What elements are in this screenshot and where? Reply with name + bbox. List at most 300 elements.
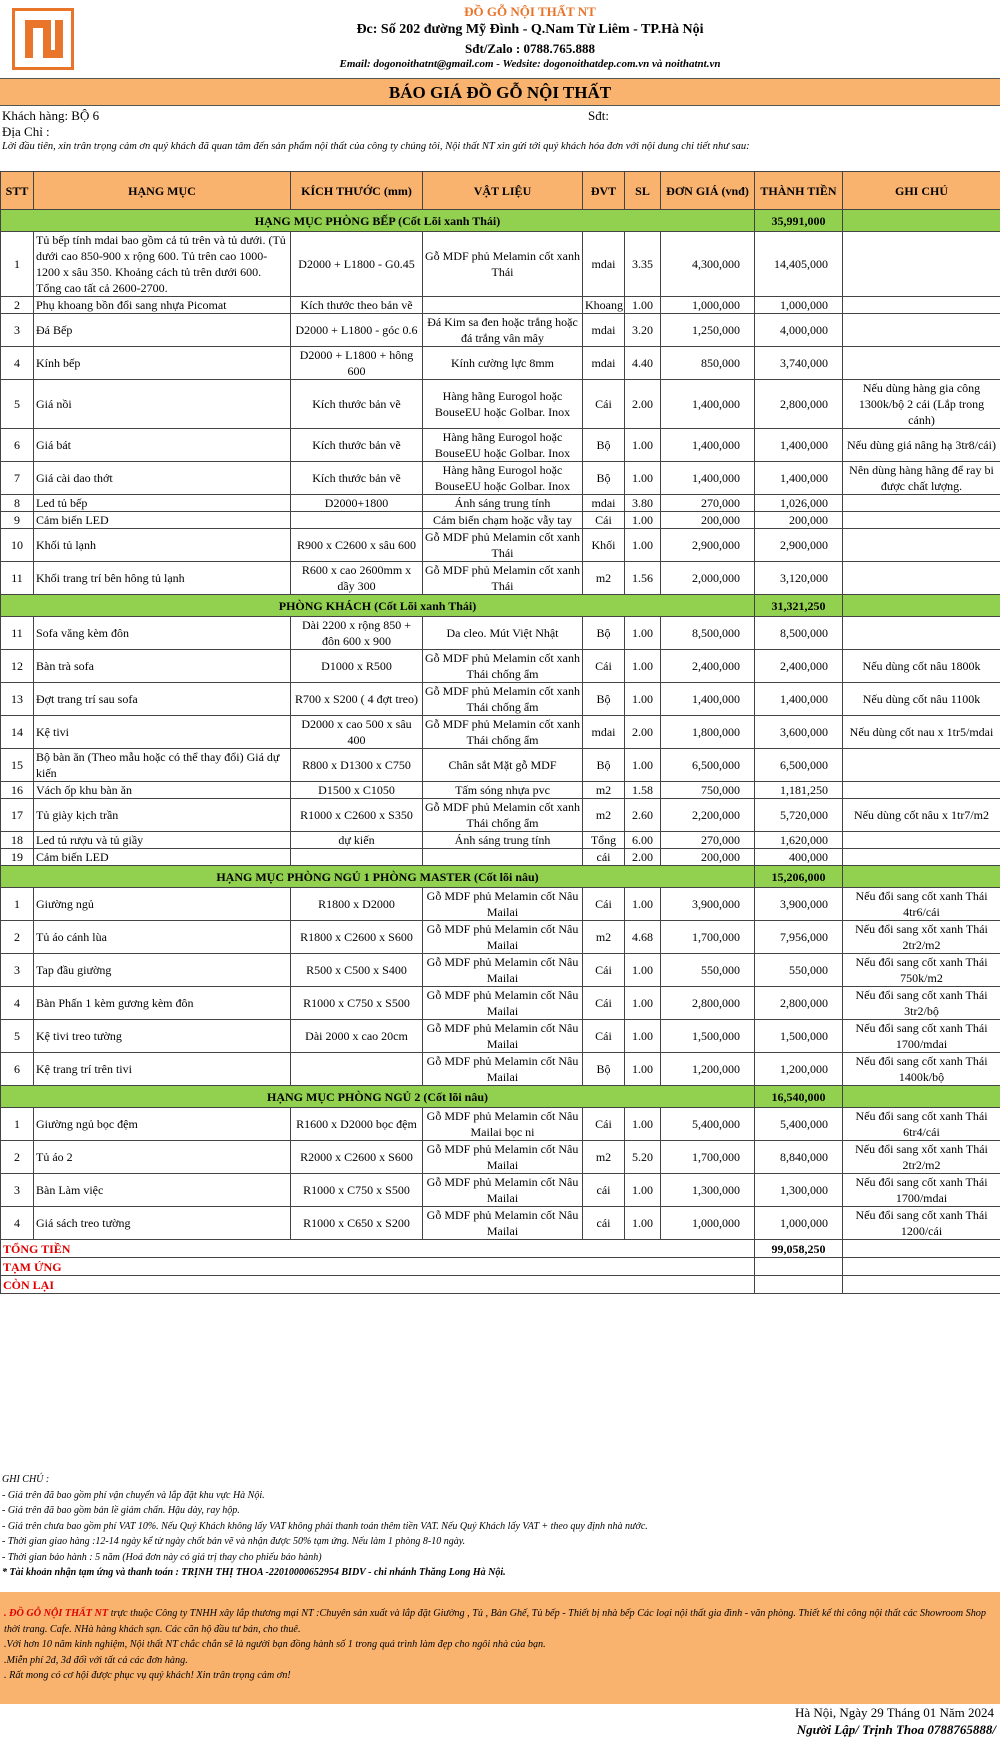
company-name: ĐỒ GỖ NỘI THẤT NT bbox=[464, 4, 596, 19]
table-cell: R900 x C2600 x sâu 600 bbox=[291, 529, 423, 562]
table-cell: R1800 x C2600 x S600 bbox=[291, 921, 423, 954]
table-cell: Giá cài dao thớt bbox=[34, 462, 291, 495]
table-cell: Kệ trang trí trên tivi bbox=[34, 1053, 291, 1086]
table-cell: Cái bbox=[583, 888, 625, 921]
table-cell: dự kiến bbox=[291, 832, 423, 849]
table-cell: Đợt trang trí sau sofa bbox=[34, 683, 291, 716]
customer-phone-label: Sđt: bbox=[588, 108, 609, 123]
table-cell: Tủ áo 2 bbox=[34, 1141, 291, 1174]
table-row bbox=[1, 683, 1000, 716]
table-cell bbox=[843, 314, 1000, 347]
company-address: Đc: Số 202 đường Mỹ Đình - Q.Nam Từ Liêm - TP.Hà Nội bbox=[356, 22, 704, 37]
table-cell: 200,000 bbox=[661, 512, 755, 529]
table-cell: 4 bbox=[1, 1207, 34, 1240]
table-cell: 3.80 bbox=[625, 495, 661, 512]
table-cell bbox=[843, 782, 1000, 799]
table-cell: Gỗ MDF phủ Melamin cốt xanh Thái chống ẩm bbox=[423, 650, 583, 683]
table-cell: 200,000 bbox=[755, 512, 843, 529]
table-cell: 850,000 bbox=[661, 347, 755, 380]
table-cell: 5.20 bbox=[625, 1141, 661, 1174]
table-cell: 1,300,000 bbox=[755, 1174, 843, 1207]
table-cell: Nếu đổi sang cốt xanh Thái 4tr6/cái bbox=[843, 888, 1000, 921]
table-cell: 2,200,000 bbox=[661, 799, 755, 832]
table-cell: cái bbox=[583, 1174, 625, 1207]
table-cell: Chân sắt Mặt gỗ MDF bbox=[423, 749, 583, 782]
table-cell bbox=[843, 849, 1000, 866]
section-empty bbox=[843, 866, 1000, 888]
table-cell: 12 bbox=[1, 650, 34, 683]
bank-info: * Tài khoản nhận tạm ứng và thanh toán : TRỊNH THỊ THOA -22010000652954 BIDV - chi nhánh Thăng Long Hà Nội. bbox=[2, 1567, 506, 1578]
table-cell: 1.00 bbox=[625, 987, 661, 1020]
table-cell: Tủ áo cánh lùa bbox=[34, 921, 291, 954]
table-cell: cái bbox=[583, 1207, 625, 1240]
table-cell: 1.00 bbox=[625, 954, 661, 987]
table-cell: Led tủ rượu và tủ giầy bbox=[34, 832, 291, 849]
table-cell: Gỗ MDF phủ Melamin cốt Nâu Mailai bbox=[423, 1053, 583, 1086]
table-cell: Dài 2000 x cao 20cm bbox=[291, 1020, 423, 1053]
table-row bbox=[1, 888, 1000, 921]
table-cell: Da cleo. Mút Việt Nhật bbox=[423, 617, 583, 650]
table-cell: Nếu dùng giá nâng hạ 3tr8/cái) bbox=[843, 429, 1000, 462]
table-cell: Khối bbox=[583, 529, 625, 562]
table-cell: Bộ bbox=[583, 683, 625, 716]
table-cell: 1.00 bbox=[625, 617, 661, 650]
table-cell: 6 bbox=[1, 429, 34, 462]
table-cell: 3,600,000 bbox=[755, 716, 843, 749]
table-cell: 8,500,000 bbox=[755, 617, 843, 650]
table-row bbox=[1, 429, 1000, 462]
section-title: HẠNG MỤC PHÒNG NGỦ 1 PHÒNG MASTER (Cốt lõi nâu) bbox=[1, 866, 755, 888]
table-cell: 3,120,000 bbox=[755, 562, 843, 595]
section-empty bbox=[843, 1086, 1000, 1108]
table-row bbox=[1, 799, 1000, 832]
table-cell: 5,400,000 bbox=[755, 1108, 843, 1141]
table-row bbox=[1, 1174, 1000, 1207]
table-row bbox=[1, 832, 1000, 849]
table-row bbox=[1, 462, 1000, 495]
table-cell: Tổng bbox=[583, 832, 625, 849]
table-cell: Cái bbox=[583, 1020, 625, 1053]
table-cell: 3 bbox=[1, 314, 34, 347]
table-cell bbox=[843, 232, 1000, 297]
table-cell: Nếu dùng cốt nâu 1100k bbox=[843, 683, 1000, 716]
header-cell: HẠNG MỤC bbox=[34, 172, 291, 210]
summary-value bbox=[755, 1276, 843, 1294]
table-cell: 2,400,000 bbox=[755, 650, 843, 683]
table-row bbox=[1, 1108, 1000, 1141]
table-cell: 1,400,000 bbox=[661, 380, 755, 429]
table-cell: 1,000,000 bbox=[755, 1207, 843, 1240]
table-cell: 1.00 bbox=[625, 683, 661, 716]
table-cell: 2.00 bbox=[625, 849, 661, 866]
table-cell: 1,181,250 bbox=[755, 782, 843, 799]
note-line: - Thời gian giao hàng :12-14 ngày kể từ ngày chốt bản vẽ và nhận được 50% tạm ứng. Nếu làm 1 phòng 8-10 ngày. bbox=[2, 1536, 466, 1547]
table-cell: 4.68 bbox=[625, 921, 661, 954]
table-cell: Nếu đổi sang cốt xanh Thái 1700/mdai bbox=[843, 1174, 1000, 1207]
section-row bbox=[1, 866, 1000, 888]
company-footer bbox=[0, 1592, 1000, 1704]
table-cell bbox=[843, 495, 1000, 512]
table-cell: 1,500,000 bbox=[755, 1020, 843, 1053]
table-cell: 1,000,000 bbox=[661, 1207, 755, 1240]
table-cell: 550,000 bbox=[661, 954, 755, 987]
table-cell bbox=[843, 617, 1000, 650]
table-cell: Giường ngủ bbox=[34, 888, 291, 921]
footer-line-1: . ĐỒ GỖ NỘI THẤT NT trực thuộc Công ty TNHH xây lắp thương mại NT :Chuyên sản xuất và lắp đặt Giường , Tủ , Bàn Ghế, Tủ bếp - Thiết bị nhà bếp Các loại nội thất gia đình - văn phòng. Thiết kế thi công nội thất các Showroom Shop thời trang. Cafe. NHà hàng khách sạn. Các căn hộ đầu tư bán, cho thuê. bbox=[4, 1608, 986, 1635]
table-cell: cái bbox=[583, 849, 625, 866]
table-row bbox=[1, 921, 1000, 954]
table-row bbox=[1, 716, 1000, 749]
table-cell: Nếu đổi sang xốt xanh Thái 2tr2/m2 bbox=[843, 1141, 1000, 1174]
table-cell: 1,200,000 bbox=[755, 1053, 843, 1086]
table-cell: 5 bbox=[1, 380, 34, 429]
table-cell: Nên dùng hàng hãng để ray bi được chất lượng. bbox=[843, 462, 1000, 495]
summary-value bbox=[755, 1258, 843, 1276]
table-cell: Ánh sáng trung tính bbox=[423, 832, 583, 849]
note-line: - Giá trên đã bao gồm phí vận chuyển và lắp đặt khu vực Hà Nội. bbox=[2, 1489, 265, 1501]
table-cell: 5,400,000 bbox=[661, 1108, 755, 1141]
table-cell: 2,900,000 bbox=[755, 529, 843, 562]
table-cell: 1,300,000 bbox=[661, 1174, 755, 1207]
table-cell: Kính cường lực 8mm bbox=[423, 347, 583, 380]
footer-line-4: . Rất mong có cơ hội được phục vụ quý khách! Xin trân trọng cảm ơn! bbox=[4, 1670, 291, 1681]
table-cell: Đá Kim sa đen hoặc trắng hoặc đá trắng vân mây bbox=[423, 314, 583, 347]
table-cell: 2,800,000 bbox=[661, 987, 755, 1020]
table-cell: Vách ốp khu bàn ăn bbox=[34, 782, 291, 799]
section-title: HẠNG MỤC PHÒNG BẾP (Cốt Lõi xanh Thái) bbox=[1, 210, 755, 232]
table-cell: Kính bếp bbox=[34, 347, 291, 380]
table-cell: 8 bbox=[1, 495, 34, 512]
table-cell: 18 bbox=[1, 832, 34, 849]
table-cell: 1.00 bbox=[625, 650, 661, 683]
table-cell: Hàng hãng Eurogol hoặc BouseEU hoặc Golbar. Inox bbox=[423, 462, 583, 495]
table-cell: R500 x C500 x S400 bbox=[291, 954, 423, 987]
date-line: Hà Nội, Ngày 29 Tháng 01 Năm 2024 bbox=[794, 1705, 994, 1720]
summary-empty bbox=[843, 1240, 1000, 1258]
table-cell bbox=[843, 749, 1000, 782]
company-logo bbox=[12, 8, 74, 70]
table-cell bbox=[843, 512, 1000, 529]
table-cell: Led tủ bếp bbox=[34, 495, 291, 512]
table-cell: 1,000,000 bbox=[755, 297, 843, 314]
table-cell: 7,956,000 bbox=[755, 921, 843, 954]
table-cell: Nếu đổi sang cốt xanh Thái 1200/cái bbox=[843, 1207, 1000, 1240]
table-cell: 3 bbox=[1, 1174, 34, 1207]
table-cell: Nếu dùng cốt nau x 1tr5/mdai bbox=[843, 716, 1000, 749]
footer-line-3: .Miễn phí 2d, 3d đối với tất cả các đơn hàng. bbox=[4, 1654, 188, 1666]
header-cell: VẬT LIỆU bbox=[423, 172, 583, 210]
table-cell: 17 bbox=[1, 799, 34, 832]
document-title: BÁO GIÁ ĐỒ GỖ NỘI THẤT bbox=[0, 78, 1000, 106]
table-cell: 270,000 bbox=[661, 832, 755, 849]
table-cell: 6.00 bbox=[625, 832, 661, 849]
table-cell: 3,900,000 bbox=[661, 888, 755, 921]
table-cell: Nếu đổi sang cốt xanh Thái 1700/mdai bbox=[843, 1020, 1000, 1053]
table-cell: Bộ bbox=[583, 429, 625, 462]
section-row bbox=[1, 595, 1000, 617]
table-cell: Nếu đổi sang cốt xanh Thái 750k/m2 bbox=[843, 954, 1000, 987]
table-row bbox=[1, 849, 1000, 866]
table-cell: mdai bbox=[583, 232, 625, 297]
table-cell: Kích thước bản vẽ bbox=[291, 380, 423, 429]
table-cell: 1,500,000 bbox=[661, 1020, 755, 1053]
table-cell: 9 bbox=[1, 512, 34, 529]
table-cell: 13 bbox=[1, 683, 34, 716]
table-cell: 1,400,000 bbox=[661, 429, 755, 462]
table-cell: R1000 x C650 x S200 bbox=[291, 1207, 423, 1240]
section-title: HẠNG MỤC PHÒNG NGỦ 2 (Cốt lõi nâu) bbox=[1, 1086, 755, 1108]
table-cell: 14 bbox=[1, 716, 34, 749]
table-cell: 16 bbox=[1, 782, 34, 799]
table-cell bbox=[291, 849, 423, 866]
note-line: - Thời gian bảo hành : 5 năm (Hoá đơn này có giá trị thay cho phiếu bảo hành) bbox=[2, 1551, 322, 1563]
section-empty bbox=[843, 210, 1000, 232]
table-cell: Gỗ MDF phủ Melamin cốt Nâu Mailai bbox=[423, 1141, 583, 1174]
notes-title: GHI CHÚ : bbox=[2, 1474, 50, 1485]
document-header bbox=[0, 0, 1000, 78]
table-cell: 550,000 bbox=[755, 954, 843, 987]
table-cell: Phụ khoang bồn đổi sang nhựa Picomat bbox=[34, 297, 291, 314]
table-cell: R1000 x C750 x S500 bbox=[291, 1174, 423, 1207]
table-cell bbox=[843, 297, 1000, 314]
table-cell: Nếu đổi sang cốt xanh Thái 3tr2/bộ bbox=[843, 987, 1000, 1020]
table-cell: 6,500,000 bbox=[661, 749, 755, 782]
table-cell: Hàng hãng Eurogol hoặc BouseEU hoặc Golbar. Inox bbox=[423, 380, 583, 429]
table-cell: 3,900,000 bbox=[755, 888, 843, 921]
table-cell: 1.00 bbox=[625, 1174, 661, 1207]
table-cell: 1.56 bbox=[625, 562, 661, 595]
table-row bbox=[1, 562, 1000, 595]
table-cell: Kích thước bản vẽ bbox=[291, 462, 423, 495]
table-cell: 6 bbox=[1, 1053, 34, 1086]
table-cell: Gỗ MDF phủ Melamin cốt xanh Thái bbox=[423, 562, 583, 595]
summary-label: TẠM ỨNG bbox=[1, 1258, 755, 1276]
table-header-row bbox=[1, 172, 1000, 210]
table-cell: m2 bbox=[583, 1141, 625, 1174]
table-cell: Dài 2200 x rộng 850 + đôn 600 x 900 bbox=[291, 617, 423, 650]
table-row bbox=[1, 495, 1000, 512]
note-line: - Giá trên đã bao gồm bản lề giảm chấn. Hậu dày, ray hộp. bbox=[2, 1505, 240, 1516]
note-line: - Giá trên chưa bao gồm phí VAT 10%. Nếu Quý Khách không lấy VAT không phải thanh toán thêm tiền VAT. Nếu Quý Khách lấy VAT + theo quy định nhà nước. bbox=[2, 1520, 648, 1532]
table-row bbox=[1, 650, 1000, 683]
header-cell: ĐVT bbox=[583, 172, 625, 210]
section-total: 15,206,000 bbox=[755, 866, 843, 888]
table-cell: 1.00 bbox=[625, 529, 661, 562]
company-email: Email: dogonoithatnt@gmail.com - Wedsite: dogonoithatdep.com.vn và noithatnt.vn bbox=[339, 58, 721, 70]
table-row bbox=[1, 297, 1000, 314]
table-cell: R1800 x D2000 bbox=[291, 888, 423, 921]
table-cell: Cái bbox=[583, 987, 625, 1020]
table-cell: Hàng hãng Eurogol hoặc BouseEU hoặc Golbar. Inox bbox=[423, 429, 583, 462]
summary-empty bbox=[843, 1258, 1000, 1276]
table-cell: Bàn Làm việc bbox=[34, 1174, 291, 1207]
table-cell: D2000 x cao 500 x sâu 400 bbox=[291, 716, 423, 749]
table-cell bbox=[843, 347, 1000, 380]
table-cell: Bộ bbox=[583, 1053, 625, 1086]
table-cell: 2,800,000 bbox=[755, 380, 843, 429]
table-cell: D2000 + L1800 + hông 600 bbox=[291, 347, 423, 380]
table-cell: 4,000,000 bbox=[755, 314, 843, 347]
header-cell: GHI CHÚ bbox=[843, 172, 1000, 210]
summary-value: 99,058,250 bbox=[755, 1240, 843, 1258]
table-cell: Kích thước bản vẽ bbox=[291, 429, 423, 462]
table-cell: Tủ bếp tính mdai bao gồm cả tủ trên và tủ dưới. (Tủ dưới cao 850-900 x rộng 600. Tủ trên cao 1000-1200 x sâu 350. Khoảng cách tủ trên dưới 600. Tổng cao tất cả 2600-2700. bbox=[34, 232, 291, 297]
intro-text: Lời đầu tiên, xin trân trọng cảm ơn quý khách đã quan tâm đến sản phẩm nội thất của công ty chúng tôi, Nội thất NT xin gửi tới quý khách hóa đơn với nội dung chi tiết như sau: bbox=[2, 141, 750, 152]
header-cell: KÍCH THƯỚC (mm) bbox=[291, 172, 423, 210]
table-cell: Nếu đổi sang xốt xanh Thái 2tr2/m2 bbox=[843, 921, 1000, 954]
table-cell: 2 bbox=[1, 1141, 34, 1174]
table-cell: 2,000,000 bbox=[661, 562, 755, 595]
table-cell: 1,800,000 bbox=[661, 716, 755, 749]
table-cell: D2000 + L1800 - G0.45 bbox=[291, 232, 423, 297]
table-cell: Gỗ MDF phủ Melamin cốt Nâu Mailai bbox=[423, 1174, 583, 1207]
table-cell: 5 bbox=[1, 1020, 34, 1053]
table-cell: 1.00 bbox=[625, 429, 661, 462]
section-title: PHÒNG KHÁCH (Cốt Lõi xanh Thái) bbox=[1, 595, 755, 617]
table-cell: Giá bát bbox=[34, 429, 291, 462]
table-cell: Bộ bbox=[583, 462, 625, 495]
table-row bbox=[1, 314, 1000, 347]
table-cell: mdai bbox=[583, 314, 625, 347]
table-cell: Gỗ MDF phủ Melamin cốt Nâu Mailai bbox=[423, 954, 583, 987]
table-cell bbox=[843, 529, 1000, 562]
summary-label: TỔNG TIỀN bbox=[1, 1240, 755, 1258]
table-cell: 19 bbox=[1, 849, 34, 866]
table-cell: Giường ngủ bọc đệm bbox=[34, 1108, 291, 1141]
table-cell: Cái bbox=[583, 512, 625, 529]
table-cell: 1,026,000 bbox=[755, 495, 843, 512]
table-cell: Gỗ MDF phủ Melamin cốt Nâu Mailai bbox=[423, 888, 583, 921]
table-cell: R600 x cao 2600mm x dầy 300 bbox=[291, 562, 423, 595]
table-cell: Bàn Phấn 1 kèm gương kèm đôn bbox=[34, 987, 291, 1020]
table-cell: Cái bbox=[583, 1108, 625, 1141]
table-cell: 400,000 bbox=[755, 849, 843, 866]
table-cell: Khối tủ lạnh bbox=[34, 529, 291, 562]
table-cell: R1600 x D2000 bọc đệm bbox=[291, 1108, 423, 1141]
table-cell: 14,405,000 bbox=[755, 232, 843, 297]
table-cell: 1.00 bbox=[625, 297, 661, 314]
table-cell: Cảm biến LED bbox=[34, 512, 291, 529]
table-row bbox=[1, 749, 1000, 782]
table-row bbox=[1, 347, 1000, 380]
table-cell: 1,400,000 bbox=[755, 462, 843, 495]
customer-address-label: Địa Chỉ : bbox=[2, 124, 50, 139]
table-cell: D1000 x R500 bbox=[291, 650, 423, 683]
table-cell: D2000+1800 bbox=[291, 495, 423, 512]
table-row bbox=[1, 987, 1000, 1020]
table-cell bbox=[423, 849, 583, 866]
table-cell: R1000 x C2600 x S350 bbox=[291, 799, 423, 832]
table-cell: Bộ bbox=[583, 617, 625, 650]
table-cell: Sofa văng kèm đôn bbox=[34, 617, 291, 650]
table-cell: Cái bbox=[583, 650, 625, 683]
table-cell: mdai bbox=[583, 495, 625, 512]
table-row bbox=[1, 529, 1000, 562]
summary-row bbox=[1, 1240, 1000, 1258]
table-cell: 2 bbox=[1, 297, 34, 314]
table-cell: 2.60 bbox=[625, 799, 661, 832]
table-row bbox=[1, 380, 1000, 429]
table-cell: 2.00 bbox=[625, 380, 661, 429]
table-cell: 1,000,000 bbox=[661, 297, 755, 314]
section-row bbox=[1, 210, 1000, 232]
quote-table bbox=[0, 171, 1000, 1294]
table-cell: m2 bbox=[583, 782, 625, 799]
section-row bbox=[1, 1086, 1000, 1108]
table-cell: 5,720,000 bbox=[755, 799, 843, 832]
table-cell: Cảm biến LED bbox=[34, 849, 291, 866]
table-cell: Gỗ MDF phủ Melamin cốt xanh Thái chống ẩm bbox=[423, 799, 583, 832]
footer-line-2: .Với hơn 10 năm kinh nghiệm, Nội thất NT chắc chắn sẽ là người bạn đồng hành số 1 trong quá trình làm đẹp cho ngôi nhà của bạn. bbox=[4, 1639, 546, 1650]
table-cell: 6,500,000 bbox=[755, 749, 843, 782]
table-cell: Nếu đổi sang cốt xanh Thái 1400k/bộ bbox=[843, 1053, 1000, 1086]
table-cell: Bộ bbox=[583, 749, 625, 782]
table-cell: Tấm sóng nhựa pvc bbox=[423, 782, 583, 799]
table-row bbox=[1, 1020, 1000, 1053]
table-cell: Gỗ MDF phủ Melamin cốt Nâu Mailai bbox=[423, 921, 583, 954]
table-cell: 15 bbox=[1, 749, 34, 782]
table-cell: 4,300,000 bbox=[661, 232, 755, 297]
section-empty bbox=[843, 595, 1000, 617]
table-cell: Bộ bàn ăn (Theo mẫu hoặc có thể thay đổi) Giá dự kiến bbox=[34, 749, 291, 782]
table-cell: 1.00 bbox=[625, 749, 661, 782]
table-cell: 4.40 bbox=[625, 347, 661, 380]
table-cell: R1000 x C750 x S500 bbox=[291, 987, 423, 1020]
table-cell: 1.00 bbox=[625, 888, 661, 921]
table-cell bbox=[843, 832, 1000, 849]
table-cell: Nếu dùng cốt nâu x 1tr7/m2 bbox=[843, 799, 1000, 832]
table-row bbox=[1, 617, 1000, 650]
table-cell: 1,250,000 bbox=[661, 314, 755, 347]
table-cell: R800 x D1300 x C750 bbox=[291, 749, 423, 782]
table-cell: Nếu dùng cốt nâu 1800k bbox=[843, 650, 1000, 683]
footer-brand: . ĐỒ GỖ NỘI THẤT NT bbox=[4, 1608, 109, 1619]
table-cell: 4 bbox=[1, 347, 34, 380]
table-cell: Kệ tivi treo tường bbox=[34, 1020, 291, 1053]
table-cell: D2000 + L1800 - góc 0.6 bbox=[291, 314, 423, 347]
table-cell: 8,500,000 bbox=[661, 617, 755, 650]
table-cell: Gỗ MDF phủ Melamin cốt xanh Thái chống ẩm bbox=[423, 683, 583, 716]
table-cell: Cái bbox=[583, 954, 625, 987]
table-cell: 1,700,000 bbox=[661, 921, 755, 954]
header-cell: SL bbox=[625, 172, 661, 210]
table-row bbox=[1, 512, 1000, 529]
table-cell: Cái bbox=[583, 380, 625, 429]
table-cell: Gỗ MDF phủ Melamin cốt xanh Thái chống ẩm bbox=[423, 716, 583, 749]
table-cell: Kệ tivi bbox=[34, 716, 291, 749]
table-cell: 3.35 bbox=[625, 232, 661, 297]
table-cell: Bàn trà sofa bbox=[34, 650, 291, 683]
company-phone: Sđt/Zalo : 0788.765.888 bbox=[464, 41, 595, 56]
customer-name: Khách hàng: BỘ 6 bbox=[2, 108, 100, 123]
table-cell: 1,400,000 bbox=[661, 683, 755, 716]
table-cell: 1,400,000 bbox=[661, 462, 755, 495]
table-cell: 1,620,000 bbox=[755, 832, 843, 849]
table-cell: Gỗ MDF phủ Melamin cốt xanh Thái bbox=[423, 232, 583, 297]
table-cell: 750,000 bbox=[661, 782, 755, 799]
table-row bbox=[1, 954, 1000, 987]
table-cell: Giá nồi bbox=[34, 380, 291, 429]
summary-empty bbox=[843, 1276, 1000, 1294]
table-cell: mdai bbox=[583, 347, 625, 380]
table-cell: 1.58 bbox=[625, 782, 661, 799]
table-cell: 2,900,000 bbox=[661, 529, 755, 562]
summary-row bbox=[1, 1276, 1000, 1294]
section-total: 31,321,250 bbox=[755, 595, 843, 617]
table-cell: 11 bbox=[1, 562, 34, 595]
table-cell: Ánh sáng trung tính bbox=[423, 495, 583, 512]
table-cell: 1.00 bbox=[625, 1020, 661, 1053]
